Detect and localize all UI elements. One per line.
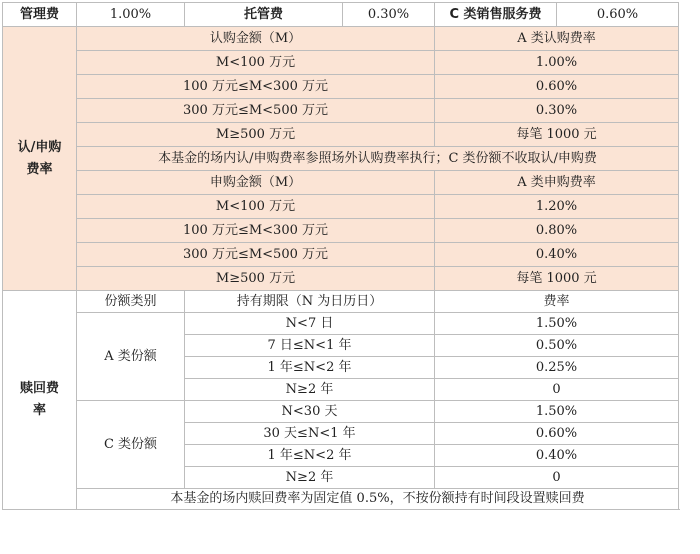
redemption-rate-cell: 0 [435, 467, 679, 489]
subscribe-rate-cell: 0.30% [435, 99, 679, 123]
purchase-rate-cell: 每笔 1000 元 [435, 267, 679, 291]
table-row [3, 51, 679, 75]
holding-period-cell: N<7 日 [185, 313, 435, 335]
redemption-note-row [3, 489, 679, 510]
custody-fee-value: 0.30% [343, 3, 435, 27]
table-row [3, 219, 679, 243]
management-fee-label: 管理费 [3, 3, 77, 27]
redemption-header-row [3, 291, 679, 313]
holding-period-cell: 1 年≤N<2 年 [185, 445, 435, 467]
purchase-rate-cell: 1.20% [435, 195, 679, 219]
holding-period-cell: N<30 天 [185, 401, 435, 423]
redemption-category-line2: 率 [32, 403, 46, 418]
redemption-rate-cell: 1.50% [435, 401, 679, 423]
table-row [3, 313, 679, 335]
holding-period-cell: 30 天≤N<1 年 [185, 423, 435, 445]
subscription-category [3, 27, 77, 291]
fee-table-container [2, 2, 678, 510]
purchase-rate-cell: 0.80% [435, 219, 679, 243]
redemption-rate-cell: 0.40% [435, 445, 679, 467]
class-a-label: A 类份额 [77, 313, 185, 401]
holding-period-cell: 7 日≤N<1 年 [185, 335, 435, 357]
holding-period-cell: N≥2 年 [185, 467, 435, 489]
redemption-rate-cell: 0.60% [435, 423, 679, 445]
subscribe-amount-cell: M≥500 万元 [77, 123, 435, 147]
fee-table [2, 2, 679, 510]
purchase-rate-cell: 0.40% [435, 243, 679, 267]
table-row [3, 75, 679, 99]
purchase-header-row [3, 171, 679, 195]
subscription-category-line2: 费率 [26, 161, 53, 177]
table-row [3, 267, 679, 291]
redemption-rate-header: 费率 [435, 291, 679, 313]
purchase-amount-cell: 300 万元≤M<500 万元 [77, 243, 435, 267]
table-row [3, 195, 679, 219]
fee-summary-row [3, 3, 679, 27]
purchase-amount-cell: M≥500 万元 [77, 267, 435, 291]
redemption-rate-cell: 0.25% [435, 357, 679, 379]
purchase-amount-cell: 100 万元≤M<300 万元 [77, 219, 435, 243]
subscribe-header-row [3, 27, 679, 51]
subscription-note: 本基金的场内认/申购费率参照场外认购费率执行；C 类份额不收取认/申购费 [77, 147, 679, 171]
purchase-amount-cell: M<100 万元 [77, 195, 435, 219]
redemption-category [3, 291, 77, 510]
subscribe-amount-cell: 100 万元≤M<300 万元 [77, 75, 435, 99]
subscribe-rate-header: A 类认购费率 [435, 27, 679, 51]
management-fee-value: 1.00% [77, 3, 185, 27]
subscribe-amount-cell: 300 万元≤M<500 万元 [77, 99, 435, 123]
custody-fee-label: 托管费 [185, 3, 343, 27]
purchase-rate-header: A 类申购费率 [435, 171, 679, 195]
table-row [3, 123, 679, 147]
redemption-rate-cell: 1.50% [435, 313, 679, 335]
table-row [3, 401, 679, 423]
share-class-header: 份额类别 [77, 291, 185, 313]
redemption-note: 本基金的场内赎回费率为固定值 0.5%，不按份额持有时间段设置赎回费 [77, 489, 679, 510]
redemption-rate-cell: 0 [435, 379, 679, 401]
purchase-amount-header: 申购金额（M） [77, 171, 435, 195]
c-sales-fee-value: 0.60% [557, 3, 679, 27]
subscription-note-row [3, 147, 679, 171]
redemption-rate-cell: 0.50% [435, 335, 679, 357]
redemption-category-line1: 赎回费 [19, 381, 59, 396]
table-row [3, 243, 679, 267]
holding-period-header: 持有期限（N 为日历日） [185, 291, 435, 313]
class-c-label: C 类份额 [77, 401, 185, 489]
subscribe-rate-cell: 每笔 1000 元 [435, 123, 679, 147]
table-row [3, 99, 679, 123]
holding-period-cell: N≥2 年 [185, 379, 435, 401]
subscribe-rate-cell: 0.60% [435, 75, 679, 99]
subscribe-rate-cell: 1.00% [435, 51, 679, 75]
subscription-category-line1: 认/申购 [17, 139, 62, 155]
c-sales-fee-label: C 类销售服务费 [435, 3, 557, 27]
holding-period-cell: 1 年≤N<2 年 [185, 357, 435, 379]
subscribe-amount-header: 认购金额（M） [77, 27, 435, 51]
subscribe-amount-cell: M<100 万元 [77, 51, 435, 75]
